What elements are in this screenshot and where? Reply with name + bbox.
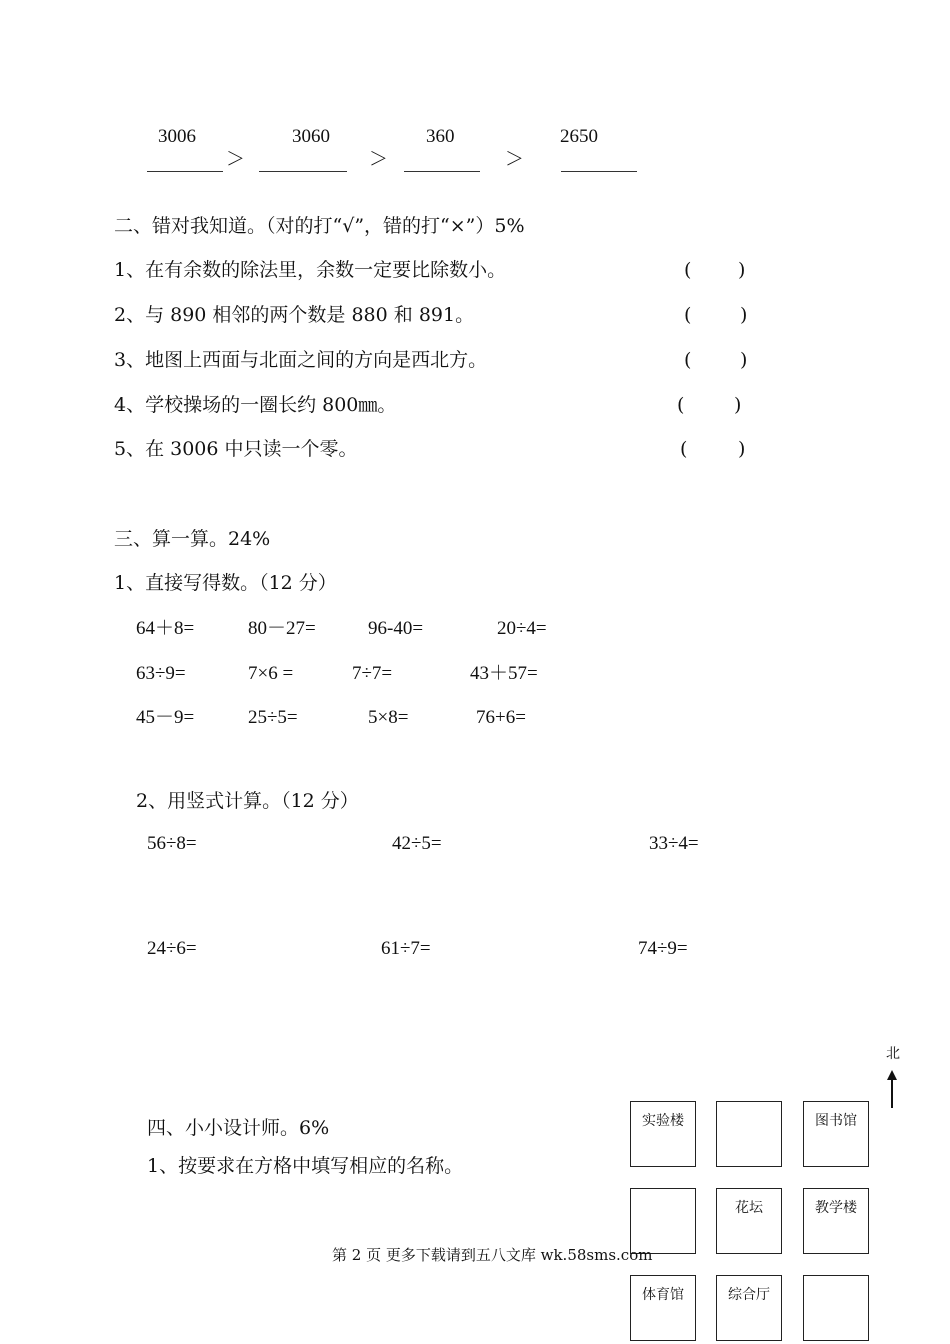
tf-paren-close: ) bbox=[738, 438, 746, 460]
grid-cell[interactable] bbox=[803, 1275, 869, 1341]
grid-cell[interactable] bbox=[716, 1188, 782, 1254]
tf-paren-close: ) bbox=[734, 394, 742, 416]
section-3-sub1: 1、直接写得数。（12 分） bbox=[114, 572, 337, 594]
vertical-calc: 42÷5= bbox=[392, 833, 442, 854]
tf-paren-close: ) bbox=[740, 304, 748, 326]
grid-cell[interactable] bbox=[803, 1188, 869, 1254]
oral-calc: 7÷7= bbox=[352, 663, 393, 684]
compare-num-1: 3006 bbox=[158, 126, 196, 147]
compare-blank-1[interactable] bbox=[147, 171, 223, 172]
oral-calc: 25÷5= bbox=[248, 707, 298, 728]
oral-calc: 76+6= bbox=[476, 707, 526, 728]
oral-calc: 63÷9= bbox=[136, 663, 186, 684]
compare-num-3: 360 bbox=[426, 126, 455, 147]
oral-calc: 43＋57= bbox=[470, 663, 538, 684]
tf-paren-close: ) bbox=[740, 349, 748, 371]
section-3-sub2: 2、用竖式计算。（12 分） bbox=[136, 790, 359, 812]
tf-paren-close: ) bbox=[738, 259, 746, 281]
tf-item-2: 2、与 890 相邻的两个数是 880 和 891。 bbox=[114, 304, 475, 326]
compare-blank-3[interactable] bbox=[404, 171, 480, 172]
oral-calc: 7×6 = bbox=[248, 663, 294, 684]
section-3-title: 三、算一算。24% bbox=[114, 528, 271, 550]
section-4-title: 四、小小设计师。6% bbox=[147, 1117, 330, 1139]
vertical-calc: 74÷9= bbox=[638, 938, 688, 959]
oral-calc: 96-40= bbox=[368, 618, 424, 639]
grid-cell-label: 实验楼 bbox=[642, 1113, 684, 1129]
compare-blank-2[interactable] bbox=[259, 171, 347, 172]
grid-cell-label: 体育馆 bbox=[642, 1287, 684, 1303]
greater-than-sign: ＞ bbox=[369, 148, 389, 170]
greater-than-sign: ＞ bbox=[226, 148, 246, 170]
grid-cell[interactable] bbox=[716, 1275, 782, 1341]
grid-cell-label: 教学楼 bbox=[815, 1200, 857, 1216]
section-2-title: 二、错对我知道。（对的打“√”，错的打“×”）5% bbox=[114, 215, 525, 237]
oral-calc: 80－27= bbox=[248, 618, 316, 639]
page-footer: 第 2 页 更多下载请到五八文库 wk.58sms.com bbox=[332, 1246, 653, 1264]
grid-cell[interactable] bbox=[716, 1101, 782, 1167]
tf-item-4: 4、学校操场的一圈长约 800㎜。 bbox=[114, 394, 397, 416]
greater-than-sign: ＞ bbox=[505, 148, 525, 170]
tf-paren-open: ( bbox=[680, 438, 688, 460]
compare-num-4: 2650 bbox=[560, 126, 598, 147]
tf-paren-open: ( bbox=[684, 304, 692, 326]
oral-calc: 45－9= bbox=[136, 707, 195, 728]
grid-cell[interactable] bbox=[803, 1101, 869, 1167]
oral-calc: 20÷4= bbox=[497, 618, 547, 639]
tf-paren-open: ( bbox=[684, 349, 692, 371]
tf-paren-open: ( bbox=[677, 394, 685, 416]
section-4-sub1: 1、按要求在方格中填写相应的名称。 bbox=[147, 1155, 464, 1177]
tf-item-1: 1、在有余数的除法里，余数一定要比除数小。 bbox=[114, 259, 507, 281]
tf-item-3: 3、地图上西面与北面之间的方向是西北方。 bbox=[114, 349, 488, 371]
grid-cell-label: 花坛 bbox=[735, 1200, 763, 1216]
grid-cell[interactable] bbox=[630, 1188, 696, 1254]
vertical-calc: 24÷6= bbox=[147, 938, 197, 959]
grid-cell-label: 图书馆 bbox=[815, 1113, 857, 1129]
grid-cell-label: 综合厅 bbox=[728, 1287, 770, 1303]
grid-cell[interactable] bbox=[630, 1275, 696, 1341]
compare-num-2: 3060 bbox=[292, 126, 330, 147]
tf-item-5: 5、在 3006 中只读一个零。 bbox=[114, 438, 358, 460]
tf-paren-open: ( bbox=[684, 259, 692, 281]
oral-calc: 5×8= bbox=[368, 707, 409, 728]
vertical-calc: 61÷7= bbox=[381, 938, 431, 959]
vertical-calc: 33÷4= bbox=[649, 833, 699, 854]
north-label: 北 bbox=[886, 1046, 900, 1062]
grid-cell[interactable] bbox=[630, 1101, 696, 1167]
vertical-calc: 56÷8= bbox=[147, 833, 197, 854]
oral-calc: 64＋8= bbox=[136, 618, 195, 639]
north-arrow-shaft bbox=[891, 1078, 893, 1108]
compare-blank-4[interactable] bbox=[561, 171, 637, 172]
